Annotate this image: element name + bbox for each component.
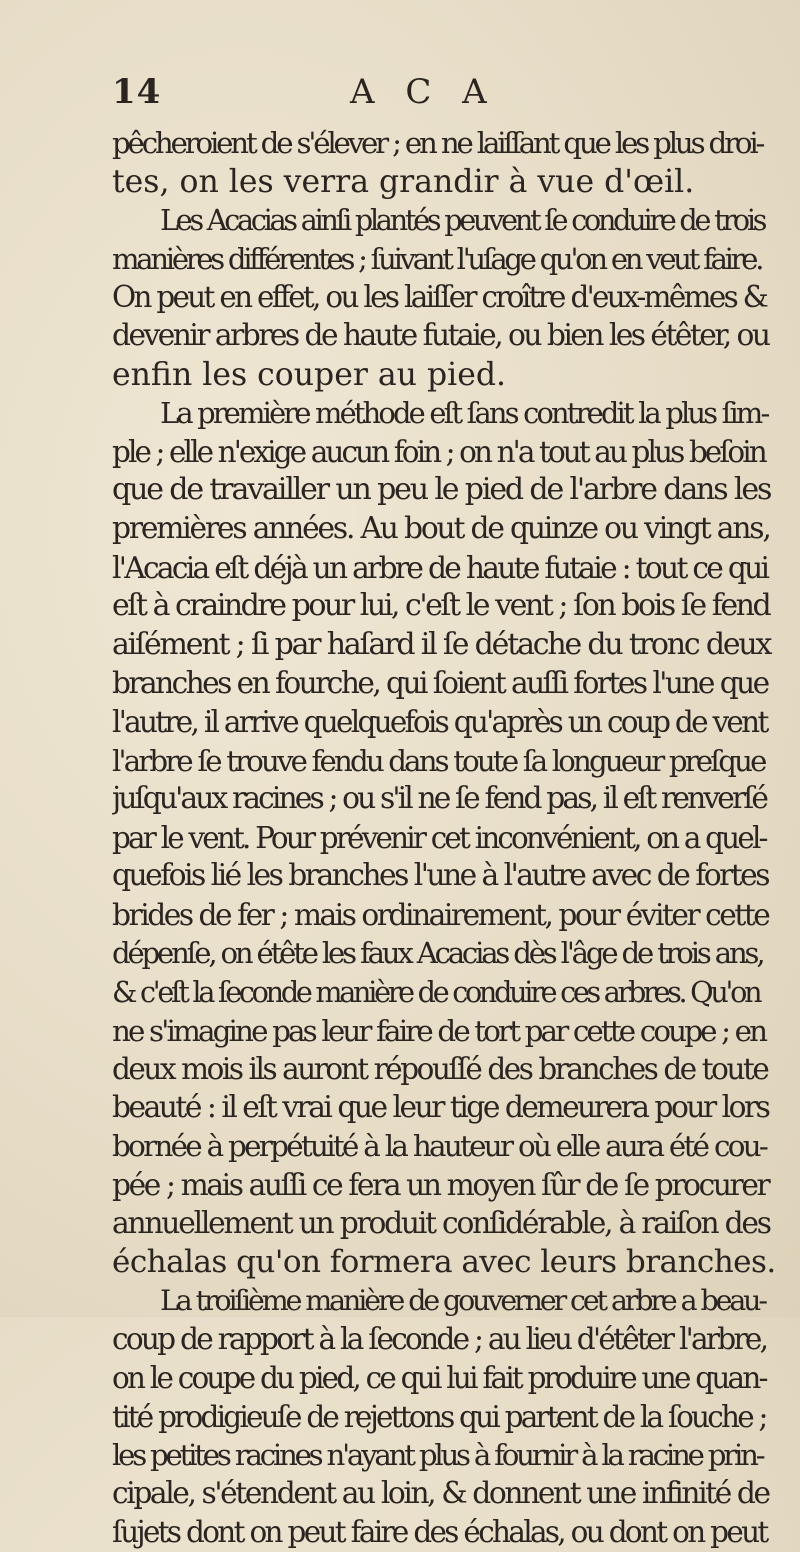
body-text <box>112 124 776 1552</box>
text-line: manières différentes ; ſuivant l'uſage qu'on en veut faire. <box>112 241 762 276</box>
text-line: ple ; elle n'exige aucun foin ; on n'a tout au plus beſoin <box>112 434 765 469</box>
text-line: La troiſième manière de gouverner cet arbre a beau- <box>160 1283 765 1317</box>
page-number: 14 <box>112 72 162 112</box>
text-line: les petites racines n'ayant plus à fournir à la racine prin- <box>112 1438 763 1473</box>
text-line: bornée à perpétuité à la hauteur où elle aura été cou- <box>112 1129 767 1164</box>
text-line: aiſément ; ſi par haſard il ſe détache du tronc deux <box>112 626 771 662</box>
text-line: eſt à craindre pour lui, c'eſt le vent ; ſon bois ſe fend <box>112 588 770 624</box>
text-line: juſqu'aux racines ; ou s'il ne ſe fend pas, il eſt renverſé <box>112 781 767 817</box>
text-line: ne s'imagine pas leur faire de tort par cette coupe ; en <box>112 1013 766 1048</box>
text-line: l'Acacia eſt déjà un arbre de haute futaie : tout ce qui <box>112 549 768 585</box>
text-line: l'arbre ſe trouve fendu dans toute ſa longueur preſque <box>112 743 765 778</box>
text-line: coup de rapport à la ſeconde ; au lieu d'étêter l'arbre, <box>112 1322 767 1357</box>
text-line: échalas qu'on formera avec leurs branches. <box>112 1244 776 1281</box>
text-line: enfin les couper au pied. <box>112 356 507 393</box>
text-line: deux mois ils auront répouſſé des branches de toute <box>112 1052 768 1087</box>
text-line: pêcheroient de s'élever ; en ne laiſſant que les plus droi- <box>112 126 763 160</box>
text-line: La première méthode eſt ſans contredit la plus ſim- <box>160 396 768 431</box>
text-line: brides de fer ; mais ordinairement, pour éviter cette <box>112 896 769 932</box>
text-line: On peut en effet, ou les laiſſer croître d'eux-mêmes & <box>112 280 767 315</box>
text-line: quefois lié les branches l'une à l'autre avec de fortes <box>112 858 768 894</box>
text-line: tes, on les verra grandir à vue d'œil. <box>112 163 695 200</box>
text-line: pée ; mais auſſi ce fera un moyen ſûr de ſe procurer <box>112 1167 769 1203</box>
text-line: cipale, s'étendent au loin, & donnent une infinité de <box>112 1475 769 1511</box>
text-line: l'autre, il arrive quelquefois qu'après un coup de vent <box>112 704 767 739</box>
text-line: ſujets dont on peut faire des échalas, ou dont on peut <box>112 1515 767 1550</box>
text-line: que de travailler un peu le pied de l'arbre dans les <box>112 472 771 508</box>
text-line: premières années. Au bout de quinze ou vingt ans, <box>112 510 770 546</box>
text-line: annuellement un produit conſidérable, à raiſon des <box>112 1205 770 1241</box>
text-line: & c'eſt la ſeconde manière de conduire ces arbres. Qu'on <box>112 975 760 1010</box>
text-line: dépenſe, on étête les faux Acacias dès l'âge de trois ans, <box>112 936 763 971</box>
text-line: tité prodigieuſe de rejettons qui partent de la ſouche ; <box>112 1399 766 1434</box>
text-line: Les Acacias ainſi plantés peuvent ſe conduire de trois <box>160 203 765 238</box>
text-line: branches en fourche, qui ſoient auſſi fortes l'une que <box>112 665 768 701</box>
text-line: devenir arbres de haute futaie, ou bien les étêter, ou <box>112 317 769 353</box>
page-header <box>112 72 672 116</box>
running-head: A C A <box>350 72 497 112</box>
text-line: beauté : il eſt vrai que leur tige demeurera pour lors <box>112 1089 769 1125</box>
text-line: par le vent. Pour prévenir cet inconvénient, on a quel- <box>112 820 766 855</box>
text-line: on le coupe du pied, ce qui lui fait produire une quan- <box>112 1361 766 1395</box>
